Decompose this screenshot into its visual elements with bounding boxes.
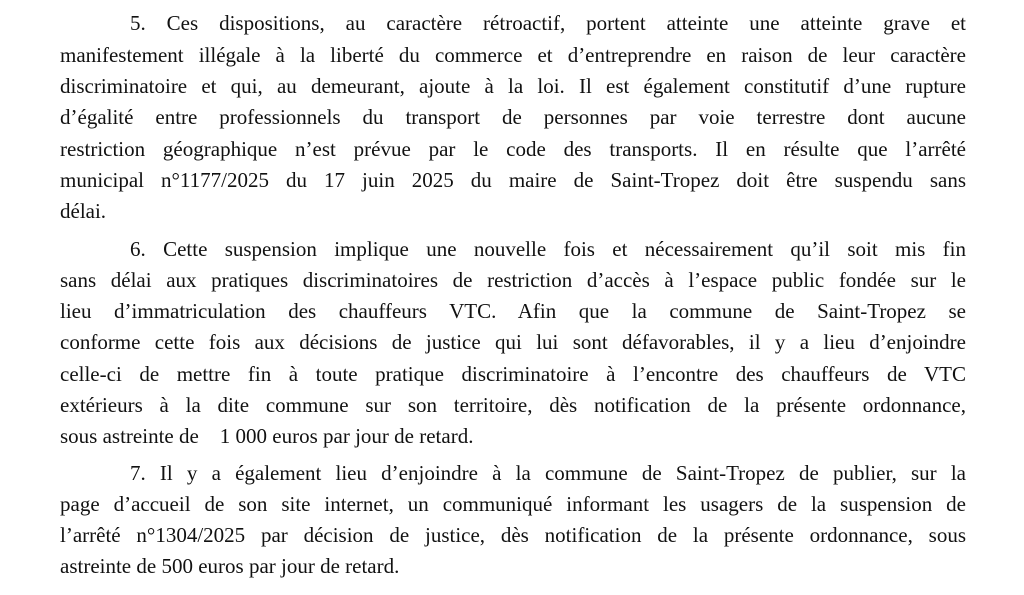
paragraph-6-line-5: celle-ci de mettre fin à toute pratique discriminatoire à l’encontre des chauffeurs de VTC bbox=[60, 362, 966, 386]
paragraph-7-line-3: l’arrêté n°1304/2025 par décision de justice, dès notification de la présente ordonnance, sous bbox=[60, 523, 966, 547]
paragraph-7-line-1: 7. Il y a également lieu d’enjoindre à la commune de Saint-Tropez de publier, sur la bbox=[130, 461, 966, 485]
paragraph-6-line-6: extérieurs à la dite commune sur son territoire, dès notification de la présente ordonnance, bbox=[60, 393, 966, 417]
paragraph-5-line-3: discriminatoire et qui, au demeurant, ajoute à la loi. Il est également constitutif d’une rupture bbox=[60, 74, 966, 98]
paragraph-6-line-7: sous astreinte de 1 000 euros par jour de retard. bbox=[60, 424, 474, 448]
paragraph-5-line-4: d’égalité entre professionnels du transport de personnes par voie terrestre dont aucune bbox=[60, 105, 966, 129]
paragraph-6-line-3: lieu d’immatriculation des chauffeurs VTC. Afin que la commune de Saint-Tropez se bbox=[60, 299, 966, 323]
paragraph-7-line-2: page d’accueil de son site internet, un communiqué informant les usagers de la suspension de bbox=[60, 492, 966, 516]
paragraph-6-line-4: conforme cette fois aux décisions de justice qui lui sont défavorables, il y a lieu d’enjoindre bbox=[60, 330, 966, 354]
paragraph-5-line-1: 5. Ces dispositions, au caractère rétroactif, portent atteinte une atteinte grave et bbox=[130, 11, 966, 35]
paragraph-7-line-4: astreinte de 500 euros par jour de retard. bbox=[60, 554, 400, 578]
paragraph-5-line-5: restriction géographique n’est prévue par le code des transports. Il en résulte que l’arrêté bbox=[60, 137, 966, 161]
paragraph-5-line-2: manifestement illégale à la liberté du commerce et d’entreprendre en raison de leur caractère bbox=[60, 43, 966, 67]
paragraph-6-line-2: sans délai aux pratiques discriminatoires de restriction d’accès à l’espace public fondée sur le bbox=[60, 268, 966, 292]
paragraph-5-line-6: municipal n°1177/2025 du 17 juin 2025 du maire de Saint-Tropez doit être suspendu sans bbox=[60, 168, 966, 192]
paragraph-5-line-7: délai. bbox=[60, 199, 107, 223]
paragraph-6-line-1: 6. Cette suspension implique une nouvelle fois et nécessairement qu’il soit mis fin bbox=[130, 237, 966, 261]
